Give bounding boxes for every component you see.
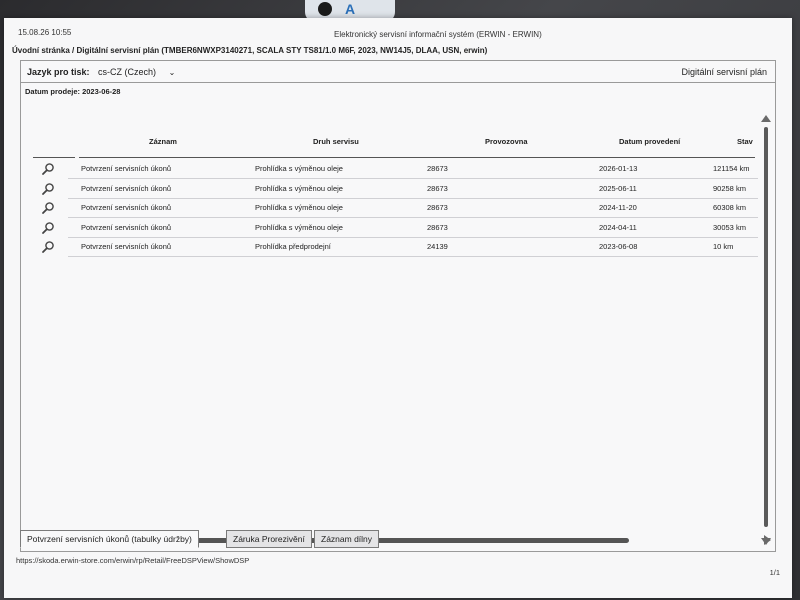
cell-mileage: 60308 km [713,203,746,212]
row-divider [68,256,758,257]
header-divider [21,82,775,83]
plan-title: Digitální servisní plán [681,67,767,77]
magnifier-icon[interactable] [41,221,55,235]
page-url: https://skoda.erwin-store.com/erwin/rp/Retail/FreeDSPView/ShowDSP [16,556,250,565]
sale-date: Datum prodeje: 2023-06-28 [25,87,121,96]
magnifier-icon[interactable] [41,240,55,254]
tab-service-confirmations[interactable]: Potvrzení servisních úkonů (tabulky údržby) [20,530,199,548]
page-number: 1/1 [769,568,780,577]
column-header-status[interactable]: Stav [737,137,753,146]
header-underline [79,157,755,158]
column-header-workshop[interactable]: Provozovna [485,137,528,146]
scroll-up-icon[interactable] [761,115,771,122]
cell-service-type: Prohlídka s výměnou oleje [255,164,343,173]
table-row[interactable] [23,179,755,199]
magnifier-icon[interactable] [41,201,55,215]
chevron-down-icon: ⌄ [168,68,176,77]
cell-date: 2025-06-11 [599,183,637,193]
language-row [27,67,175,77]
cell-date: 2024-11-20 [599,203,637,212]
language-selected-value: cs-CZ (Czech) [98,67,157,77]
cell-service-type: Prohlídka s výměnou oleje [255,222,343,232]
background-logo-fragment: A [345,1,356,17]
table-row[interactable] [23,198,755,218]
cell-record: Potvrzení servisních úkonů [81,203,172,212]
magnifier-icon[interactable] [41,162,55,176]
cell-record: Potvrzení servisních úkonů [81,164,172,173]
cell-workshop: 28673 [427,203,448,212]
tab-corrosion-warranty[interactable]: Záruka Prorezivění [226,530,312,548]
cell-date: 2023-06-08 [599,242,638,251]
cell-service-type: Prohlídka s výměnou oleje [255,203,343,212]
column-header-date[interactable]: Datum provedení [619,137,681,146]
language-label: Jazyk pro tisk: [27,67,90,77]
column-header-service-type[interactable]: Druh servisu [313,137,359,146]
language-select[interactable] [98,67,175,77]
magnifier-icon[interactable] [41,182,55,196]
vertical-scroll-thumb[interactable] [764,127,768,527]
cell-record: Potvrzení servisních úkonů [81,242,172,251]
scroll-right-icon[interactable] [764,535,771,545]
table-row[interactable] [23,218,755,238]
cell-date: 2026-01-13 [599,164,638,173]
cell-record: Potvrzení servisních úkonů [81,222,172,232]
cell-workshop: 24139 [427,242,448,251]
cell-mileage: 121154 km [713,164,750,173]
system-title: Elektronický servisní informační systém (ERWIN - ERWIN) [334,30,542,39]
cell-date: 2024-04-11 [599,222,637,232]
cell-service-type: Prohlídka předprodejní [255,242,331,251]
column-header-record[interactable]: Záznam [149,137,177,146]
cell-mileage: 90258 km [713,183,746,193]
cell-mileage: 30053 km [713,222,746,232]
cell-record: Potvrzení servisních úkonů [81,183,172,193]
print-datetime: 15.08.26 10:55 [18,28,72,37]
cell-workshop: 28673 [427,164,448,173]
table-row[interactable] [23,237,755,257]
background-dot [318,2,332,16]
cell-mileage: 10 km [713,242,734,251]
tab-workshop-record[interactable]: Záznam dílny [314,530,379,548]
breadcrumb[interactable]: Úvodní stránka / Digitální servisní plán (TMBER6NWXP3140271, SCALA STY TS81/1.0 M6F, 2023, NW14J5, DLAA, USN, erwin) [12,46,488,55]
table-row[interactable] [23,159,755,179]
cell-workshop: 28673 [427,222,448,232]
vertical-scrollbar[interactable] [761,115,771,545]
cell-workshop: 28673 [427,183,448,193]
header-underline [33,157,75,158]
cell-service-type: Prohlídka s výměnou oleje [255,183,343,193]
dsp-panel [20,60,776,552]
service-table [23,101,755,521]
printed-page [4,18,792,598]
